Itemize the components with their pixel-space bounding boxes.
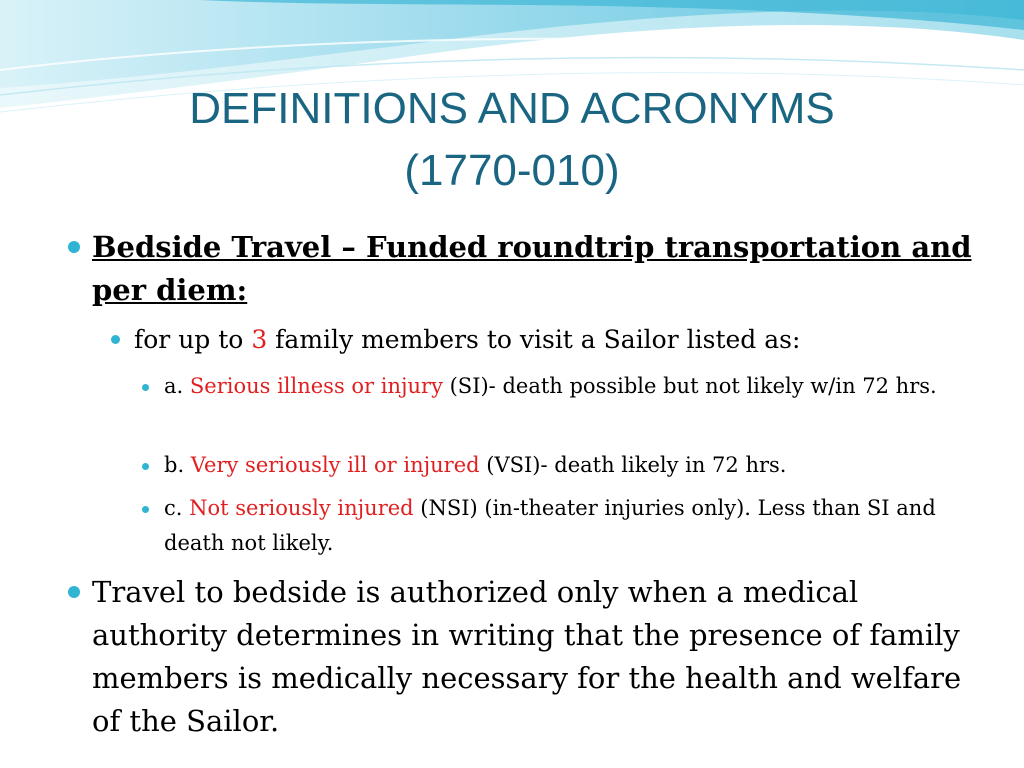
sub-bullet-suffix: family members to visit a Sailor listed as:: [267, 325, 801, 354]
item-description: (NSI) (in-theater injuries only). Less than SI and death not likely.: [164, 496, 936, 555]
bullet-dot-icon: [68, 241, 80, 253]
bullet-authorization: [92, 571, 972, 743]
item-letter: c.: [164, 496, 190, 520]
list-item-vsi: [164, 448, 964, 483]
bedside-travel-heading: Bedside Travel – Funded roundtrip transportation and per diem:: [92, 230, 972, 307]
item-term: Not seriously injured: [189, 496, 414, 520]
item-term: Serious illness or injury: [189, 374, 443, 398]
slide-title: [0, 78, 1024, 202]
family-member-count: 3: [251, 325, 268, 354]
bullet-dot-icon: [111, 335, 120, 344]
item-letter: b.: [164, 453, 191, 477]
bullet-dot-icon: [142, 384, 149, 391]
title-line-2: (1770-010): [404, 146, 620, 195]
bullet-dot-icon: [68, 586, 80, 598]
sub-bullet-family-members: [134, 322, 974, 358]
list-item-si: [164, 369, 964, 404]
item-letter: a.: [164, 374, 190, 398]
item-description: (VSI)- death likely in 72 hrs.: [479, 453, 787, 477]
bullet-dot-icon: [142, 506, 149, 513]
item-description: (SI)- death possible but not likely w/in 72 hrs.: [442, 374, 937, 398]
item-term: Very seriously ill or injured: [190, 453, 480, 477]
bullet-dot-icon: [142, 463, 149, 470]
sub-bullet-prefix: for up to: [134, 325, 252, 354]
title-line-1: DEFINITIONS AND ACRONYMS: [189, 84, 835, 133]
authorization-text: Travel to bedside is authorized only when a medical authority determines in writing that the presence of family members is medically necessary for the health and welfare of the Sailor.: [92, 575, 962, 738]
list-item-nsi: [164, 491, 964, 561]
bullet-bedside-travel: [92, 226, 972, 312]
